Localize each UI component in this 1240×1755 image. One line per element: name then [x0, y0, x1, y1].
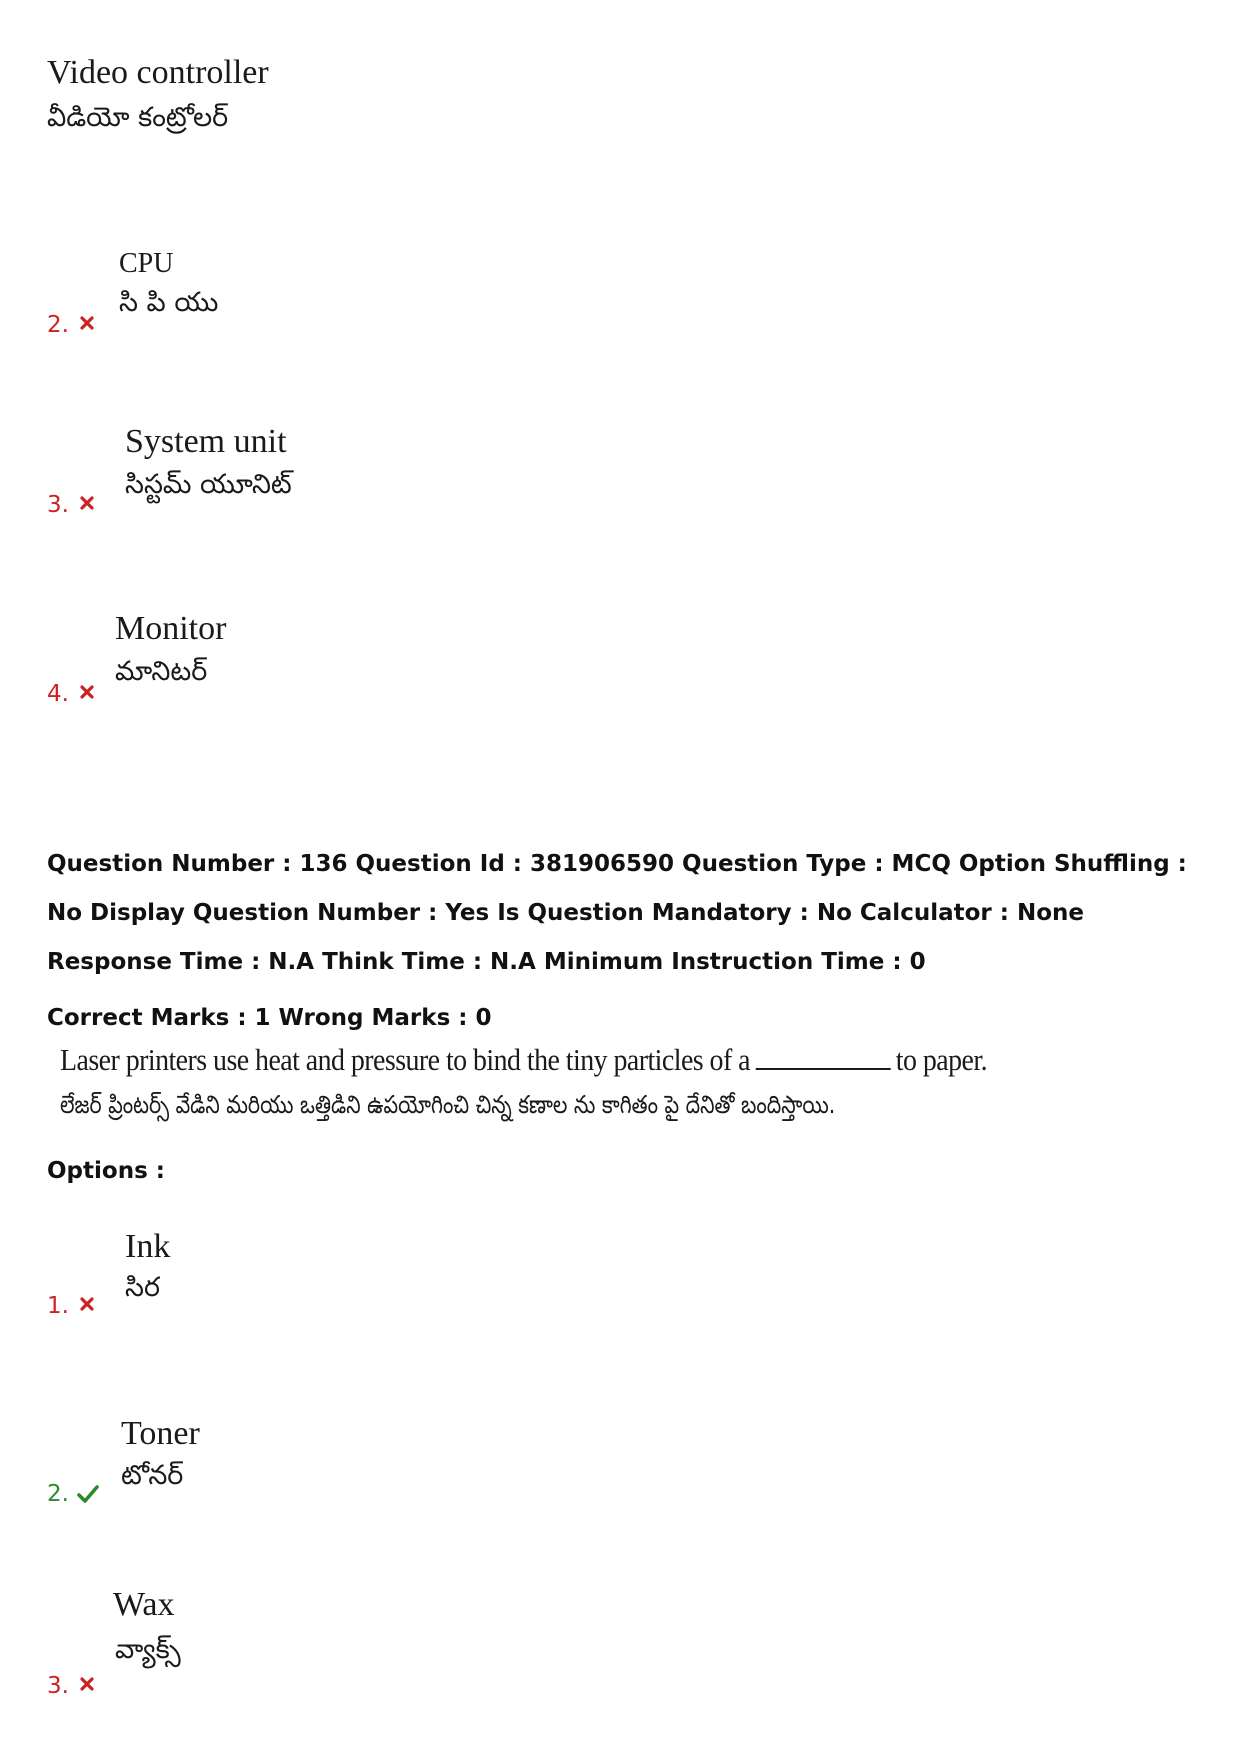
question-text-telugu: లేజర్ ప్రింటర్స్ వేడిని మరియు ఒత్తిడిని ఉపయోగించి చిన్న కణాల ను కాగితం పై దేనితో బందిస్తాయి.	[60, 1090, 836, 1119]
answer-option-1-english: Ink	[125, 1228, 171, 1265]
question-text-before-blank: Laser printers use heat and pressure to bind the tiny particles of a	[60, 1042, 750, 1077]
answer-option-3-number: 3.	[47, 1673, 69, 1699]
cross-icon	[80, 685, 94, 699]
cross-icon	[80, 316, 94, 330]
answer-option-2-english: Toner	[121, 1415, 200, 1452]
cross-icon	[80, 1677, 94, 1691]
answer-option-2-telugu: టోనర్	[121, 1460, 184, 1491]
option-3-english: System unit	[125, 423, 287, 460]
fill-in-blank	[755, 1046, 890, 1070]
option-2-number: 2.	[47, 312, 69, 338]
option-2-english: CPU	[119, 248, 174, 279]
question-marks: Correct Marks : 1 Wrong Marks : 0	[47, 1005, 492, 1031]
answer-option-3-telugu: వ్యాక్స్	[115, 1634, 181, 1665]
option-2-telugu: సి పి యు	[119, 287, 219, 318]
option-1-english: Video controller	[47, 54, 269, 91]
answer-option-1-telugu: సిర	[125, 1272, 160, 1303]
cross-icon	[80, 496, 94, 510]
option-3-number: 3.	[47, 492, 69, 518]
answer-option-3-english: Wax	[113, 1586, 175, 1623]
check-icon	[76, 1484, 100, 1504]
options-label: Options :	[47, 1158, 165, 1184]
answer-option-1-number: 1.	[47, 1293, 69, 1319]
option-4-telugu: మానిటర్	[115, 656, 208, 687]
option-3-telugu: సిస్టమ్ యూనిట్	[125, 469, 292, 500]
option-1-telugu: వీడియో కంట్రోలర్	[47, 102, 229, 133]
question-metadata: Question Number : 136 Question Id : 381906590 Question Type : MCQ Option Shuffling : No Display Question Number : Yes Is Question Mandatory : No Calculator : None Response Time : N.A Think Time : N.A Minimum Instruction Time : 0	[47, 851, 1187, 975]
cross-icon	[80, 1297, 94, 1311]
question-text-english	[60, 1042, 987, 1078]
answer-option-2-number: 2.	[47, 1481, 69, 1507]
option-4-english: Monitor	[115, 610, 227, 647]
option-4-number: 4.	[47, 681, 69, 707]
question-text-after-blank: to paper.	[895, 1042, 988, 1077]
